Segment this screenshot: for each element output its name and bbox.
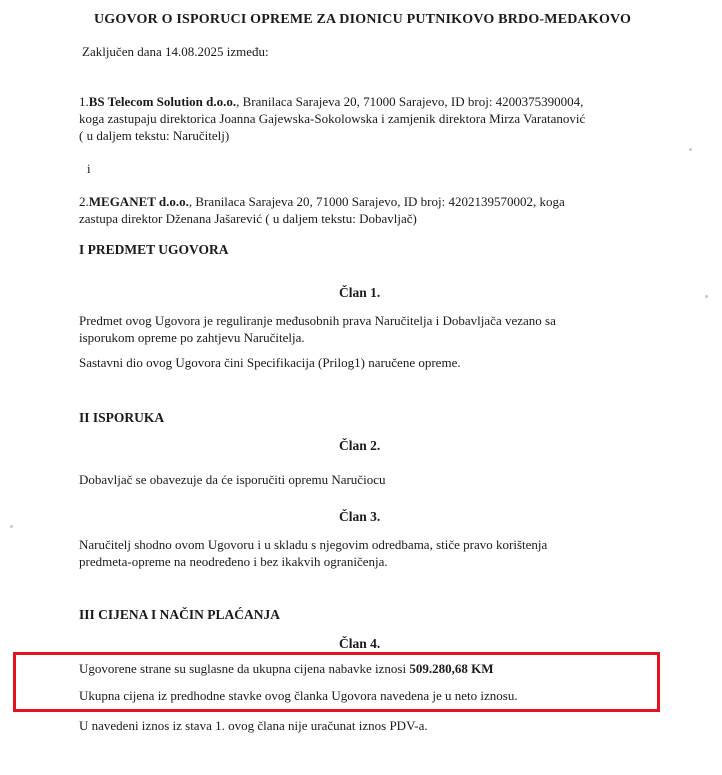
article2-heading: Član 2. bbox=[339, 438, 381, 453]
article4-price-text: Ugovorene strane su suglasne da ukupna cijena nabavke iznosi bbox=[79, 661, 410, 676]
article1-paragraph-line2: isporukom opreme po zahtjevu Naručitelja. bbox=[79, 330, 305, 345]
article1-paragraph-line1: Predmet ovog Ugovora je reguliranje međusobnih prava Naručitelja i Dobavljača vezano sa bbox=[79, 313, 556, 328]
party2-representative: zastupa direktor Dženana Jašarević ( u daljem tekstu: Dobavljač) bbox=[79, 211, 417, 226]
article3-heading: Član 3. bbox=[339, 509, 381, 524]
party1-representatives: koga zastupaju direktorica Joanna Gajewska-Sokolowska i zamjenik direktora Mirza Varatanović bbox=[79, 111, 586, 126]
article4-paragraph2: Ukupna cijena iz predhodne stavke ovog članka Ugovora navedena je u neto iznosu. bbox=[79, 688, 518, 703]
scan-speck bbox=[705, 295, 708, 298]
scan-speck bbox=[689, 148, 692, 151]
concluded-date-line: Zaključen dana 14.08.2025 između: bbox=[82, 44, 269, 59]
article1-heading: Član 1. bbox=[339, 285, 381, 300]
party2-number: 2. bbox=[79, 194, 89, 209]
article3-paragraph-line1: Naručitelj shodno ovom Ugovoru i u skladu s njegovim odredbama, stiče pravo korištenja bbox=[79, 537, 548, 552]
article1-paragraph2: Sastavni dio ovog Ugovora čini Specifikacija (Prilog1) naručene opreme. bbox=[79, 355, 461, 370]
party2-address: , Branilaca Sarajeva 20, 71000 Sarajevo, ID broj: 4202139570002, koga bbox=[188, 194, 565, 209]
section2-heading: II ISPORUKA bbox=[79, 410, 165, 425]
document-title: UGOVOR O ISPORUCI OPREME ZA DIONICU PUTNIKOVO BRDO-MEDAKOVO bbox=[94, 12, 632, 27]
article4-heading: Član 4. bbox=[339, 636, 381, 651]
price-highlight-box bbox=[13, 652, 660, 712]
article4-paragraph3: U navedeni iznos iz stava 1. ovog člana nije uračunat iznos PDV-a. bbox=[79, 718, 428, 733]
article4-price-amount: 509.280,68 KM bbox=[409, 661, 494, 676]
conjunction: i bbox=[87, 161, 91, 176]
article2-paragraph: Dobavljač se obavezuje da će isporučiti opremu Naručiocu bbox=[79, 472, 386, 487]
party1-role: ( u daljem tekstu: Naručitelj) bbox=[79, 128, 230, 143]
section3-heading: III CIJENA I NAČIN PLAĆANJA bbox=[79, 607, 281, 622]
party2-line1 bbox=[79, 194, 565, 210]
article3-paragraph-line2: predmeta-opreme na neodređeno i bez ikakvih ograničenja. bbox=[79, 554, 388, 569]
party2-name: MEGANET d.o.o. bbox=[88, 194, 189, 209]
party1-line1 bbox=[79, 94, 583, 110]
party1-name: BS Telecom Solution d.o.o. bbox=[88, 94, 237, 109]
party1-number: 1. bbox=[79, 94, 89, 109]
section1-heading: I PREDMET UGOVORA bbox=[79, 242, 229, 257]
party1-address: , Branilaca Sarajeva 20, 71000 Sarajevo, ID broj: 4200375390004, bbox=[236, 94, 584, 109]
scan-speck bbox=[10, 525, 13, 528]
